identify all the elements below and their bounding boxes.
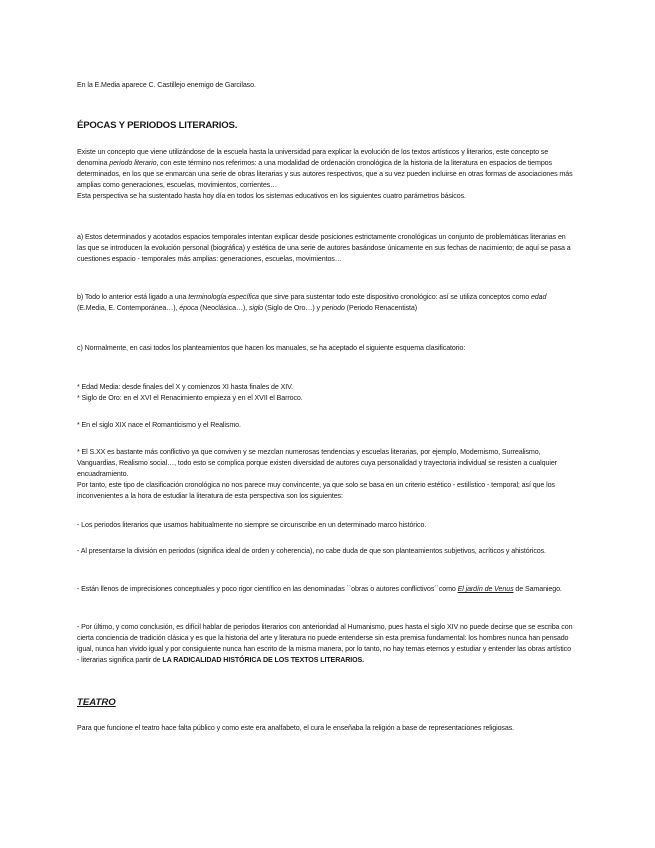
text-segment: - Están llenos de imprecisiones conceptuales y poco rigor científico en las denominadas ``obras o autores conflictivos´´como — [77, 585, 458, 593]
text-segment: (E.Media, E. Contemporánea…), — [77, 304, 180, 313]
text-perspectiva: Esta perspectiva se ha sustentado hasta hoy día en todos los sistemas educativos en los siguientes cuatro parámetros básicos. — [77, 192, 466, 201]
paragraph-c: c) Normalmente, en casi todos los planteamientos que hacen los manuales, se ha aceptado el siguiente esquema clasificatorio: — [77, 344, 466, 352]
bullet-list — [77, 382, 575, 404]
paragraph-b — [77, 292, 575, 314]
term-periodo: periodo — [321, 304, 345, 313]
bullet-siglo-de-oro: * Siglo de Oro: en el XVI el Renacimiento empieza y en el XVII el Barroco. — [77, 394, 303, 403]
intro-line: En la E.Media aparece C. Castillejo enemigo de Garcilaso. — [77, 81, 256, 89]
text-segment: que sirve para sustentar todo este dispositivo cronológico: así se utiliza conceptos como — [258, 293, 531, 301]
paragraph-a: a) Estos determinados y acotados espacios temporales intentan explicar desde posiciones estrictamente cronológicas un conjunto de problemáticas literarias en las que se introducen la evolución personal (biográfica) y estética de una serie de autores basándose únicamente en sus fechas de nacimiento; de aquí se pasa a cuestiones espacio - temporales más amplias: generaciones, escuelas, movimientos… — [77, 233, 571, 264]
term-siglo: siglo — [248, 304, 264, 313]
dash-item-4 — [77, 622, 575, 666]
text-segment: , con este término nos referimos: a una modalidad de ordenación cronológica de la historia de la literatura en espacios de tiempos determinados, en los que se enmarcan una serie de obras literarias y sus autores respectivos, que a su vez pueden incluirse en otras formas de asociaciones más amplias como generaciones, escuelas, movimientos, corrientes… — [77, 159, 573, 190]
paragraph-teatro: Para que funcione el teatro hace falta público y como este era analfabeto, el cura le enseñaba la religión a base de representaciones religiosas. — [77, 724, 515, 732]
title-jardin-de-venus: El jardín de Venus — [457, 585, 514, 593]
term-periodo-literario: periodo literario — [109, 159, 157, 168]
text-segment: de Samaniego. — [513, 585, 562, 593]
paragraph-periodo-literario — [77, 147, 575, 202]
paragraph-siglo-xx — [77, 447, 575, 502]
text-segment: Existe un concepto que viene utilizándose de la escuela hasta la universidad para explicar la evolución de los textos artísticos y literarios, este concepto se denomina — [77, 148, 549, 168]
bullet-siglo-xix: * En el siglo XIX nace el Romanticismo y el Realismo. — [77, 421, 241, 429]
term-epoca: época — [179, 304, 199, 313]
term-edad: edad — [530, 293, 547, 301]
text-por-tanto: Por tanto, este tipo de clasificación cronológica no nos parece muy convincente, ya que solo se basa en un criterio estético - estilístico - temporal; así que los inconvenientes a la hora de estudiar la literatura de esta perspectiva son los siguientes: — [77, 481, 555, 501]
bullet-edad-media: * Edad Media: desde finales del X y comienzos XI hasta finales de XIV. — [77, 383, 293, 391]
section-heading-teatro: TEATRO — [77, 697, 116, 708]
text-segment: b) Todo lo anterior está ligado a una — [77, 293, 189, 301]
text-segment: (Periodo Renacentista) — [344, 304, 418, 313]
text-segment: (Siglo de Oro…) y — [263, 304, 322, 313]
dash-item-2: - Al presentarse la división en periodos (significa ideal de orden y coherencia), no cabe duda de que son planteamientos subjetivos, acríticos y ahistóricos. — [77, 547, 546, 555]
dash-item-1: - Los periodos literarios que usamos habitualmente no siempre se circunscribe en un determinado marco histórico. — [77, 521, 427, 529]
text-segment: (Neoclásica…), — [198, 304, 249, 313]
dash-item-3 — [77, 584, 575, 595]
text-radicalidad-historica: LA RADICALIDAD HISTÓRICA DE LOS TEXTOS LITERARIOS. — [162, 656, 365, 665]
section-heading-epocas: ÉPOCAS Y PERIODOS LITERARIOS. — [77, 120, 238, 131]
term-terminologia: terminología específica — [188, 293, 259, 301]
text-siglo-xx: * El S.XX es bastante más conflictivo ya que conviven y se mezclan numerosas tendencias y escuelas literarias, por ejemplo, Modernismo, Surrealismo, Vanguardias, Realismo social…, todo esto se complica porque existen diversidad de autores cuya personalidad y trayectoria individual se resisten a cualquier encuadramiento. — [77, 448, 557, 479]
text-segment: - Por último, y como conclusión, es difícil hablar de periodos literarios con anterioridad al Humanismo, pues hasta el siglo XIV no puede decirse que se escriba con cierta conciencia de tradición clásica y es que la historia del arte y literatura no puede entenderse sin esta premisa fundamental: los hombres nunca han pensado igual, nunca han vivido igual y por consiguiente nunca han escrito de la misma manera, por lo tanto, no hay temas eternos y estudiar y entender las obras artístico - literarias significa partir de — [77, 623, 573, 665]
